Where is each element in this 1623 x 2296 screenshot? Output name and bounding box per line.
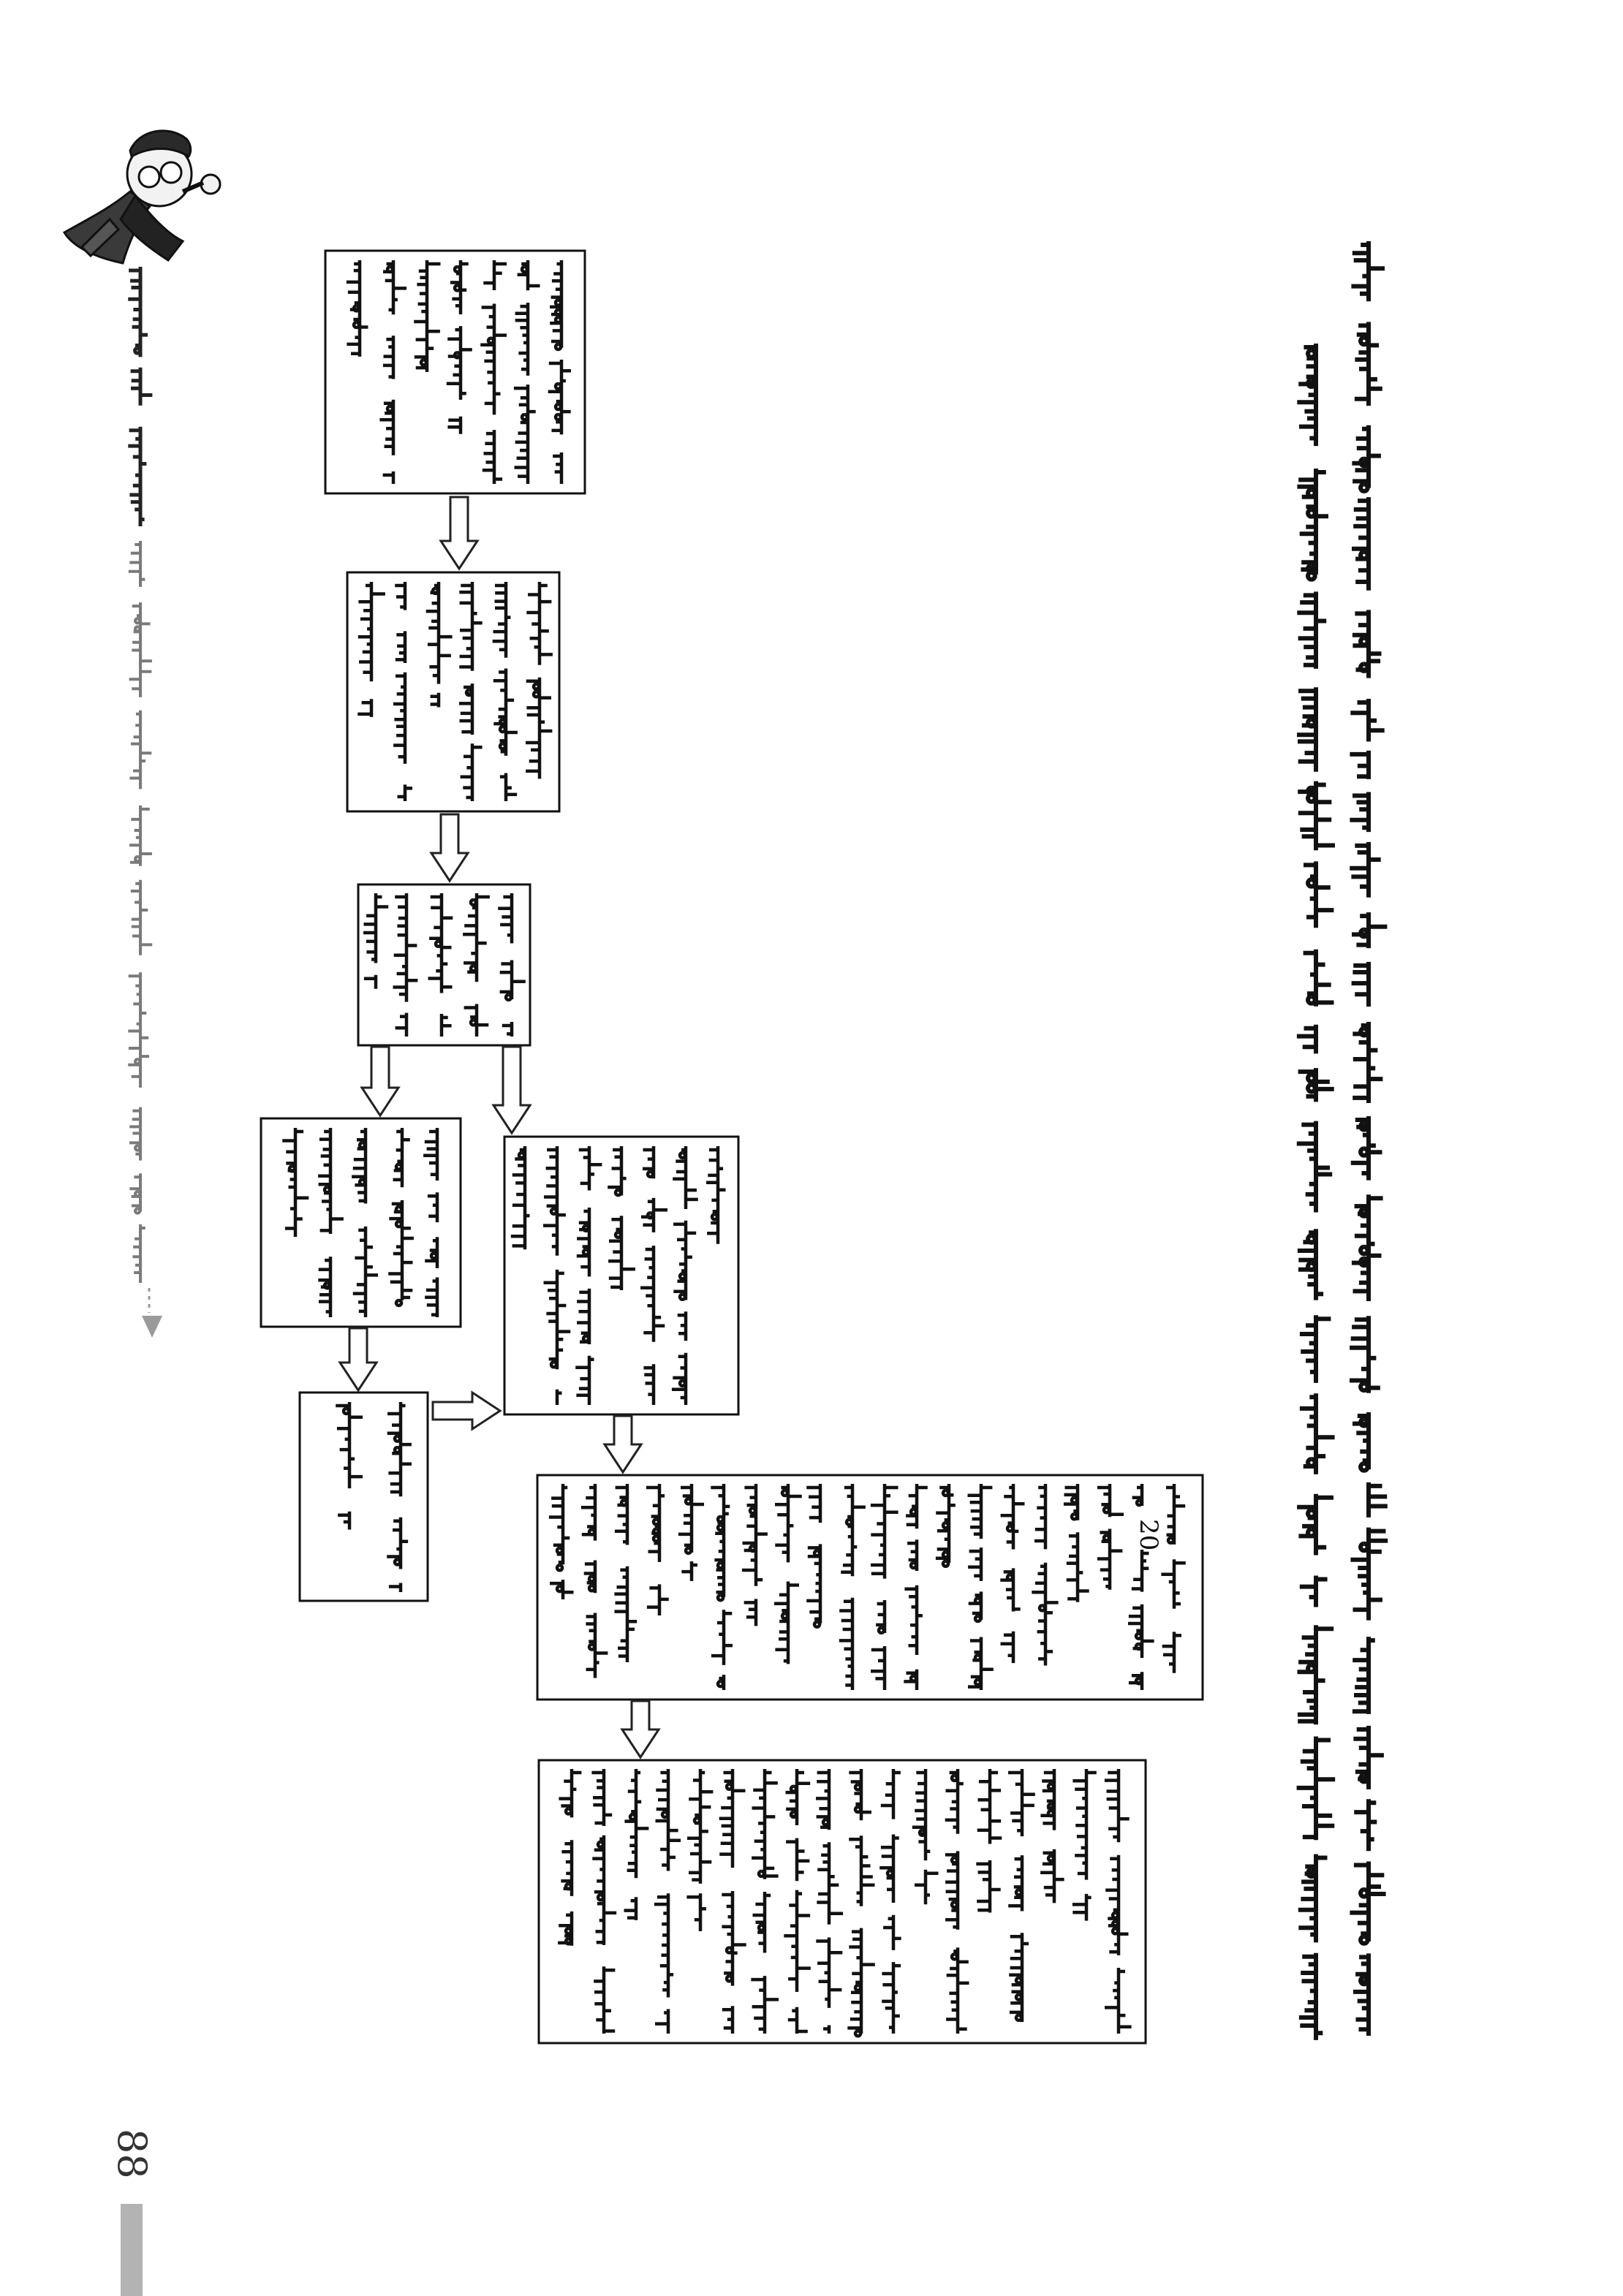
cartoon-mascot-illustration <box>64 131 220 263</box>
header-guide <box>142 1288 162 1338</box>
arrow-box2-to-box3 <box>431 814 468 881</box>
arrow-box1-to-box2 <box>441 497 477 569</box>
mascot-glasses-left-lens <box>139 167 159 187</box>
running-header-title <box>128 267 152 526</box>
box-7-number: 20 <box>1134 1519 1163 1551</box>
arrow-box4-to-box6 <box>340 1328 377 1390</box>
arrow-box6-to-box5 <box>433 1393 500 1429</box>
header-triangle-marker <box>142 1316 162 1338</box>
flowchart-box-2 <box>347 572 559 811</box>
flowchart-box-6 <box>300 1393 428 1601</box>
page-number: 88 <box>109 2129 155 2179</box>
mascot-glasses-bridge <box>159 174 161 175</box>
arrow-box7-to-box8 <box>622 1701 659 1757</box>
body-text-column <box>1350 241 1388 2036</box>
mascot-hand <box>201 175 220 194</box>
arrow-box3-to-box5 <box>493 1047 530 1133</box>
running-header-text <box>128 541 152 1283</box>
body-text-column <box>1297 344 1336 2040</box>
page-edge-bar <box>121 2204 143 2296</box>
arrow-box5-to-box7 <box>605 1416 641 1472</box>
mascot-glasses-right-lens <box>161 162 181 183</box>
arrow-box3-to-box4 <box>362 1047 398 1115</box>
